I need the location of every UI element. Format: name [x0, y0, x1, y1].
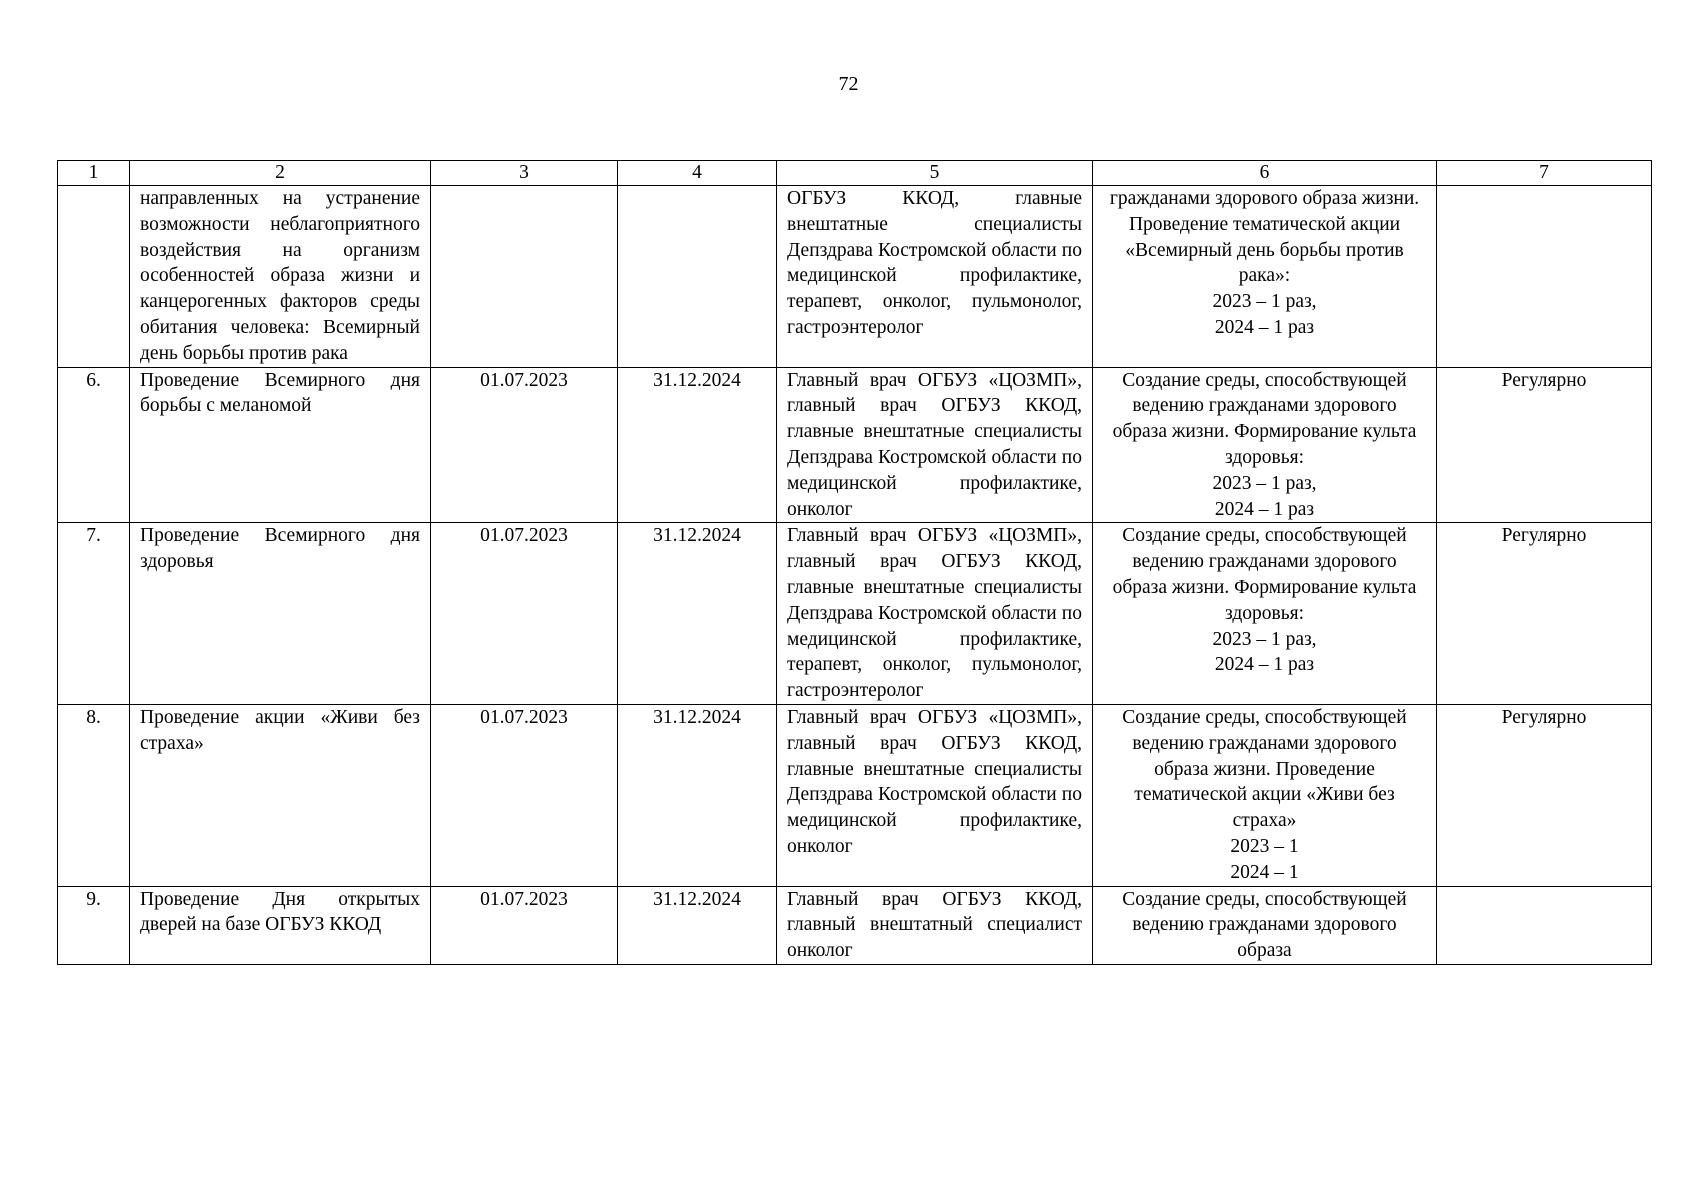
end-date: 31.12.2024: [618, 886, 777, 964]
column-header: 1: [58, 161, 130, 186]
responsible: Главный врач ОГБУЗ «ЦОЗМП», главный врач ОГБУЗ ККОД, главные внештатные специалисты Депздрава Костромской области по медицинской профилактике, терапевт, онколог, пульмонолог, гастроэнтеролог: [777, 523, 1093, 705]
result-line: 2024 – 1 раз: [1214, 316, 1315, 338]
column-header: 7: [1437, 161, 1652, 186]
responsible: Главный врач ОГБУЗ ККОД, главный внештатный специалист онколог: [777, 886, 1093, 964]
result-line: Создание среды, способствующей ведению гражданами здорового образа жизни. Формирование культа здоровья:: [1112, 369, 1417, 468]
event-name: направленных на устранение возможности неблагоприятного воздействия на организм особенностей образа жизни и канцерогенных факторов среды обитания человека: Всемирный день борьбы против рака: [130, 186, 431, 368]
result-line: Создание среды, способствующей ведению гражданами здорового образа: [1122, 888, 1407, 962]
result-line: 2023 – 1 раз,: [1212, 291, 1317, 313]
row-number: [58, 186, 130, 368]
result-line: Создание среды, способствующей ведению гражданами здорового образа жизни. Формирование культа здоровья:: [1112, 525, 1417, 624]
table-row: [58, 886, 1652, 964]
plan-table: [57, 160, 1652, 965]
end-date: 31.12.2024: [618, 523, 777, 705]
event-name: Проведение Всемирного дня борьбы с меланомой: [130, 367, 431, 523]
result-line: Создание среды, способствующей ведению гражданами здорового образа жизни. Проведение тематической акции «Живи без страха»: [1122, 706, 1407, 832]
row-number: 9.: [58, 886, 130, 964]
start-date: [431, 186, 618, 368]
expected-result: [1093, 367, 1437, 523]
expected-result: [1093, 704, 1437, 886]
table-row: [58, 186, 1652, 368]
event-name: Проведение акции «Живи без страха»: [130, 704, 431, 886]
row-number: 7.: [58, 523, 130, 705]
result-line: 2024 – 1 раз: [1214, 498, 1315, 520]
result-line: 2024 – 1: [1230, 861, 1299, 883]
end-date: [618, 186, 777, 368]
header-row: [58, 161, 1652, 186]
expected-result: [1093, 186, 1437, 368]
table-row: [58, 523, 1652, 705]
periodicity: [1437, 186, 1652, 368]
column-header: 4: [618, 161, 777, 186]
periodicity: Регулярно: [1437, 523, 1652, 705]
expected-result: [1093, 886, 1437, 964]
periodicity: Регулярно: [1437, 704, 1652, 886]
result-line: 2024 – 1 раз: [1214, 654, 1315, 676]
event-name: Проведение Всемирного дня здоровья: [130, 523, 431, 705]
start-date: 01.07.2023: [431, 523, 618, 705]
responsible: Главный врач ОГБУЗ «ЦОЗМП», главный врач ОГБУЗ ККОД, главные внештатные специалисты Депздрава Костромской области по медицинской профилактике, онколог: [777, 367, 1093, 523]
expected-result: [1093, 523, 1437, 705]
column-header: 6: [1093, 161, 1437, 186]
responsible: Главный врач ОГБУЗ «ЦОЗМП», главный врач ОГБУЗ ККОД, главные внештатные специалисты Депздрава Костромской области по медицинской профилактике, онколог: [777, 704, 1093, 886]
periodicity: [1437, 886, 1652, 964]
responsible: ОГБУЗ ККОД, главные внештатные специалисты Депздрава Костромской области по медицинской профилактике, терапевт, онколог, пульмонолог, гастроэнтеролог: [777, 186, 1093, 368]
result-line: 2023 – 1: [1230, 835, 1299, 857]
start-date: 01.07.2023: [431, 367, 618, 523]
column-header: 5: [777, 161, 1093, 186]
periodicity: Регулярно: [1437, 367, 1652, 523]
table-row: [58, 367, 1652, 523]
row-number: 6.: [58, 367, 130, 523]
page-number: 72: [838, 73, 859, 95]
row-number: 8.: [58, 704, 130, 886]
start-date: 01.07.2023: [431, 886, 618, 964]
event-name: Проведение Дня открытых дверей на базе ОГБУЗ ККОД: [130, 886, 431, 964]
start-date: 01.07.2023: [431, 704, 618, 886]
table-row: [58, 704, 1652, 886]
end-date: 31.12.2024: [618, 704, 777, 886]
result-line: 2023 – 1 раз,: [1212, 472, 1317, 494]
column-header: 3: [431, 161, 618, 186]
result-line: гражданами здорового образа жизни. Проведение тематической акции «Всемирный день борьбы против рака»:: [1109, 188, 1420, 287]
result-line: 2023 – 1 раз,: [1212, 628, 1317, 650]
end-date: 31.12.2024: [618, 367, 777, 523]
column-header: 2: [130, 161, 431, 186]
